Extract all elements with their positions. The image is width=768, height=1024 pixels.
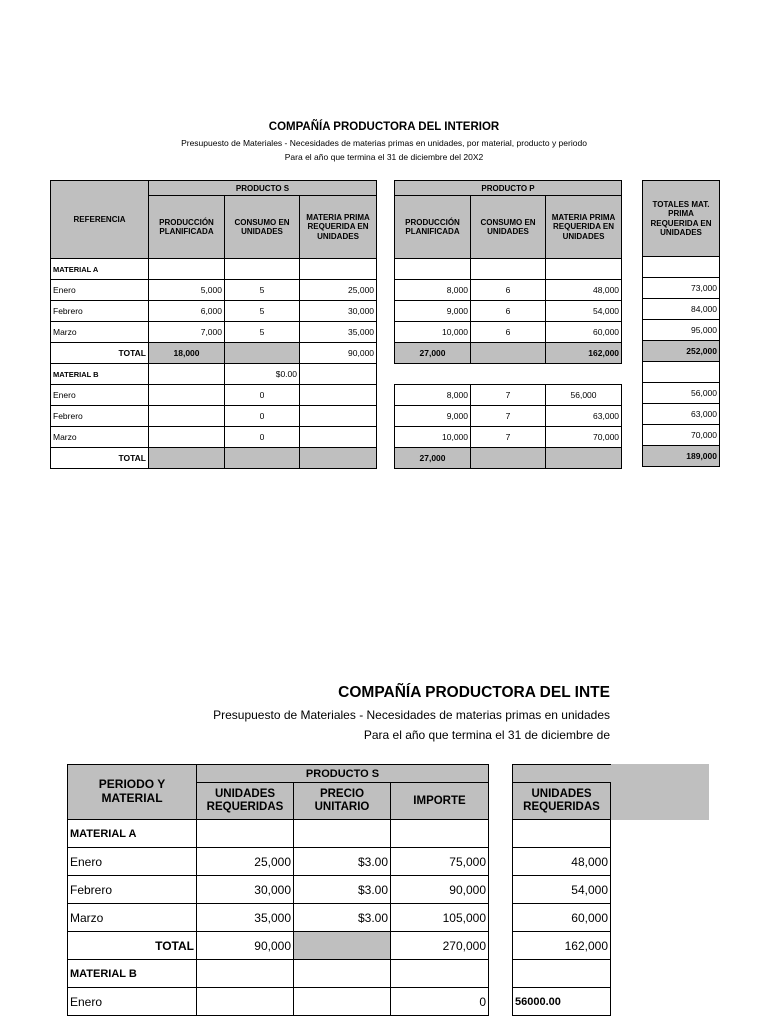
total-cell: 162,000 <box>546 343 622 364</box>
header-produccion: PRODUCCIÓN PLANIFICADA <box>395 196 471 259</box>
bottom-period: Para el año que termina el 31 de diciembre de <box>363 728 610 742</box>
value-cell: 56000.00 <box>513 988 611 1016</box>
table-row <box>643 446 720 467</box>
total-label: TOTAL <box>51 343 149 364</box>
total-cell: 27,000 <box>395 343 471 364</box>
table-row <box>68 932 489 960</box>
table-row <box>51 301 377 322</box>
header-producto-s: PRODUCTO S <box>197 765 489 783</box>
value-cell: 9,000 <box>395 301 471 322</box>
value-cell: 5 <box>225 280 300 301</box>
total-cell: 189,000 <box>643 446 720 467</box>
table-row <box>51 364 377 385</box>
value-cell: 84,000 <box>643 299 720 320</box>
value-cell: 8,000 <box>395 385 471 406</box>
value-cell: 105,000 <box>391 904 489 932</box>
material-b-label: MATERIAL B <box>68 960 197 988</box>
value-cell: 73,000 <box>643 278 720 299</box>
value-cell: 60,000 <box>513 904 611 932</box>
total-cell: 162,000 <box>513 932 611 960</box>
table-row <box>395 448 622 469</box>
total-label: TOTAL <box>68 932 197 960</box>
bottom-table-producto-s <box>67 764 489 1016</box>
table-row <box>643 341 720 362</box>
table-row <box>395 280 622 301</box>
table-row <box>513 904 611 932</box>
value-cell: 25,000 <box>300 280 377 301</box>
material-a-label: MATERIAL A <box>68 820 197 848</box>
month-cell: Enero <box>68 848 197 876</box>
value-cell: 7 <box>471 406 546 427</box>
table-row <box>643 404 720 425</box>
table-row <box>643 278 720 299</box>
value-cell: 56,000 <box>546 385 622 406</box>
header-consumo: CONSUMO EN UNIDADES <box>225 196 300 259</box>
header-importe: IMPORTE <box>391 783 489 820</box>
value-cell: 56,000 <box>643 383 720 404</box>
value-cell: 7 <box>471 385 546 406</box>
value-cell: $3.00 <box>294 848 391 876</box>
material-a-label: MATERIAL A <box>51 259 149 280</box>
value-cell: $0.00 <box>225 364 300 385</box>
table-row <box>68 848 489 876</box>
value-cell: 60,000 <box>546 322 622 343</box>
header-referencia: REFERENCIA <box>51 181 149 259</box>
material-b-label: MATERIAL B <box>51 364 149 385</box>
top-period: Para el año que termina el 31 de diciembre del 20X2 <box>284 152 484 162</box>
value-cell: 5 <box>225 322 300 343</box>
total-cell: 90,000 <box>300 343 377 364</box>
value-cell: 48,000 <box>513 848 611 876</box>
month-cell: Enero <box>51 385 149 406</box>
header-produccion: PRODUCCIÓN PLANIFICADA <box>149 196 225 259</box>
value-cell: $3.00 <box>294 876 391 904</box>
value-cell: 5,000 <box>149 280 225 301</box>
table-row <box>51 280 377 301</box>
header-precio: PRECIO UNITARIO <box>294 783 391 820</box>
table-row <box>395 343 622 364</box>
value-cell: 63,000 <box>546 406 622 427</box>
table-row <box>395 406 622 427</box>
month-cell: Febrero <box>51 406 149 427</box>
total-cell: 252,000 <box>643 341 720 362</box>
header-materia: MATERIA PRIMA REQUERIDA EN UNIDADES <box>546 196 622 259</box>
table-row <box>395 385 622 406</box>
table-row <box>51 385 377 406</box>
total-label: TOTAL <box>51 448 149 469</box>
value-cell: 7,000 <box>149 322 225 343</box>
month-cell: Marzo <box>51 322 149 343</box>
table-row <box>68 876 489 904</box>
top-title: COMPAÑÍA PRODUCTORA DEL INTERIOR <box>268 121 500 133</box>
table-row <box>51 427 377 448</box>
top-table-producto-p <box>394 180 622 469</box>
value-cell: 75,000 <box>391 848 489 876</box>
table-row <box>51 406 377 427</box>
table-row <box>513 848 611 876</box>
month-cell: Marzo <box>51 427 149 448</box>
month-cell: Febrero <box>68 876 197 904</box>
value-cell: 90,000 <box>391 876 489 904</box>
value-cell: 48,000 <box>546 280 622 301</box>
value-cell: 10,000 <box>395 427 471 448</box>
table-row <box>513 932 611 960</box>
value-cell: 0 <box>225 406 300 427</box>
value-cell: 25,000 <box>197 848 294 876</box>
value-cell: 95,000 <box>643 320 720 341</box>
table-row <box>513 988 611 1016</box>
value-cell: 35,000 <box>300 322 377 343</box>
table-row <box>513 876 611 904</box>
value-cell: 10,000 <box>395 322 471 343</box>
value-cell: 35,000 <box>197 904 294 932</box>
total-cell: 90,000 <box>197 932 294 960</box>
table-row <box>643 425 720 446</box>
value-cell: $3.00 <box>294 904 391 932</box>
month-cell: Marzo <box>68 904 197 932</box>
value-cell: 5 <box>225 301 300 322</box>
value-cell: 0 <box>391 988 489 1016</box>
table-row <box>68 960 489 988</box>
header-materia: MATERIA PRIMA REQUERIDA EN UNIDADES <box>300 196 377 259</box>
table-row <box>51 343 377 364</box>
value-cell: 6 <box>471 280 546 301</box>
header-producto-p: PRODUCTO P <box>395 181 622 196</box>
value-cell: 7 <box>471 427 546 448</box>
value-cell: 54,000 <box>546 301 622 322</box>
header-consumo: CONSUMO EN UNIDADES <box>471 196 546 259</box>
table-row <box>643 320 720 341</box>
total-cell: 27,000 <box>395 448 471 469</box>
value-cell: 63,000 <box>643 404 720 425</box>
bottom-table-producto-p <box>512 764 611 1016</box>
month-cell: Febrero <box>51 301 149 322</box>
value-cell: 6 <box>471 322 546 343</box>
value-cell: 70,000 <box>546 427 622 448</box>
table-row <box>395 301 622 322</box>
header-totales: TOTALES MAT. PRIMA REQUERIDA EN UNIDADES <box>643 181 720 257</box>
value-cell: 0 <box>225 385 300 406</box>
top-table-totales <box>642 180 720 467</box>
value-cell: 30,000 <box>197 876 294 904</box>
table-row <box>68 904 489 932</box>
table-row <box>68 988 489 1016</box>
value-cell: 54,000 <box>513 876 611 904</box>
table-row <box>395 427 622 448</box>
table-row <box>51 448 377 469</box>
bottom-subtitle: Presupuesto de Materiales - Necesidades de materias primas en unidades <box>213 708 610 722</box>
table-row <box>68 820 489 848</box>
total-cell: 270,000 <box>391 932 489 960</box>
header-producto-s: PRODUCTO S <box>149 181 377 196</box>
top-table-producto-s <box>50 180 377 469</box>
value-cell: 70,000 <box>643 425 720 446</box>
header-periodo-material: PERIODO Y MATERIAL <box>68 765 197 820</box>
top-subtitle: Presupuesto de Materiales - Necesidades de materias primas en unidades, por material, producto y periodo <box>181 138 587 148</box>
table-row <box>51 322 377 343</box>
table-row <box>395 322 622 343</box>
month-cell: Enero <box>68 988 197 1016</box>
header-unidades-p: UNIDADES REQUERIDAS <box>513 783 611 820</box>
value-cell: 8,000 <box>395 280 471 301</box>
value-cell: 30,000 <box>300 301 377 322</box>
value-cell: 9,000 <box>395 406 471 427</box>
value-cell: 6,000 <box>149 301 225 322</box>
table-row <box>51 259 377 280</box>
total-cell: 18,000 <box>149 343 225 364</box>
table-row <box>643 383 720 404</box>
value-cell: 0 <box>225 427 300 448</box>
header-unidades: UNIDADES REQUERIDAS <box>197 783 294 820</box>
table-row <box>643 299 720 320</box>
value-cell: 6 <box>471 301 546 322</box>
month-cell: Enero <box>51 280 149 301</box>
bottom-title: COMPAÑÍA PRODUCTORA DEL INTE <box>338 684 610 701</box>
